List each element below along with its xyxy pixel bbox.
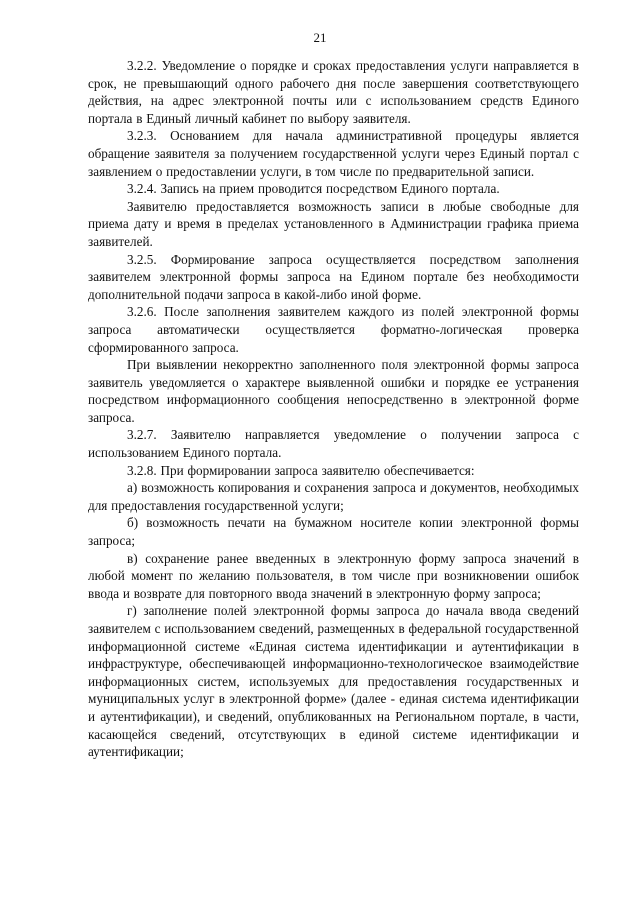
list-item-g: г) заполнение полей электронной формы запроса до начала ввода сведений заявителем с использованием сведений, размещенных в федеральной государственной информационной системе «Единая система идентификации и аутентификации в инфраструктуре, обеспечивающей информационно-технологическое взаимодействие информационных систем, используемых для предоставления государственных и муниципальных услуг в электронной форме» (далее - единая система идентификации и аутентификации), и сведений, опубликованных на Региональном портале, в части, касающейся сведений, отсутствующих в единой системе идентификации и аутентификации;	[88, 603, 579, 760]
paragraph-3-2-3: 3.2.3. Основанием для начала административной процедуры является обращение заявителя за получением государственной услуги через Единый портал с заявлением о предоставлении услуги, в том числе по предварительной записи.	[88, 128, 579, 179]
document-body	[88, 57, 579, 761]
paragraph-3-2-4: 3.2.4. Запись на прием проводится посредством Единого портала.	[127, 181, 500, 197]
paragraph-3-2-8: 3.2.8. При формировании запроса заявителю обеспечивается:	[127, 462, 475, 478]
list-item-b: б) возможность печати на бумажном носителе копии электронной формы запроса;	[88, 515, 579, 549]
paragraph-3-2-5: 3.2.5. Формирование запроса осуществляется посредством заполнения заявителем электронной формы запроса на Едином портале без необходимости дополнительной подачи запроса в какой-либо иной форме.	[88, 251, 579, 302]
paragraph-error-notice: При выявлении некорректно заполненного поля электронной формы запроса заявитель уведомляется о характере выявленной ошибки и порядке ее устранения посредством информационного сообщения непосредственно в электронной форме запроса.	[88, 357, 579, 425]
list-item-a: а) возможность копирования и сохранения запроса и документов, необходимых для предоставления государственной услуги;	[88, 480, 579, 513]
paragraph-3-2-7: 3.2.7. Заявителю направляется уведомление о получении запроса с использованием Единого портала.	[88, 427, 579, 461]
list-item-v: в) сохранение ранее введенных в электронную форму запроса значений в любой момент по желанию пользователя, в том числе при возникновении ошибок ввода и возврате для повторного ввода значений в электронную форму запроса;	[88, 550, 579, 601]
paragraph-3-2-2: 3.2.2. Уведомление о порядке и сроках предоставления услуги направляется в срок, не превышающий одного рабочего дня после завершения соответствующего действия, на адрес электронной почты или с использованием средств Единого портала в Единый личный кабинет по выбору заявителя.	[88, 58, 579, 126]
paragraph-3-2-6: 3.2.6. После заполнения заявителем каждого из полей электронной формы запроса автоматически осуществляется форматно-логическая проверка сформированного запроса.	[88, 304, 579, 355]
paragraph-appointment: Заявителю предоставляется возможность записи в любые свободные для приема дату и время в пределах установленного в Администрации графика приема заявителей.	[88, 198, 579, 249]
page-number: 21	[313, 30, 327, 45]
